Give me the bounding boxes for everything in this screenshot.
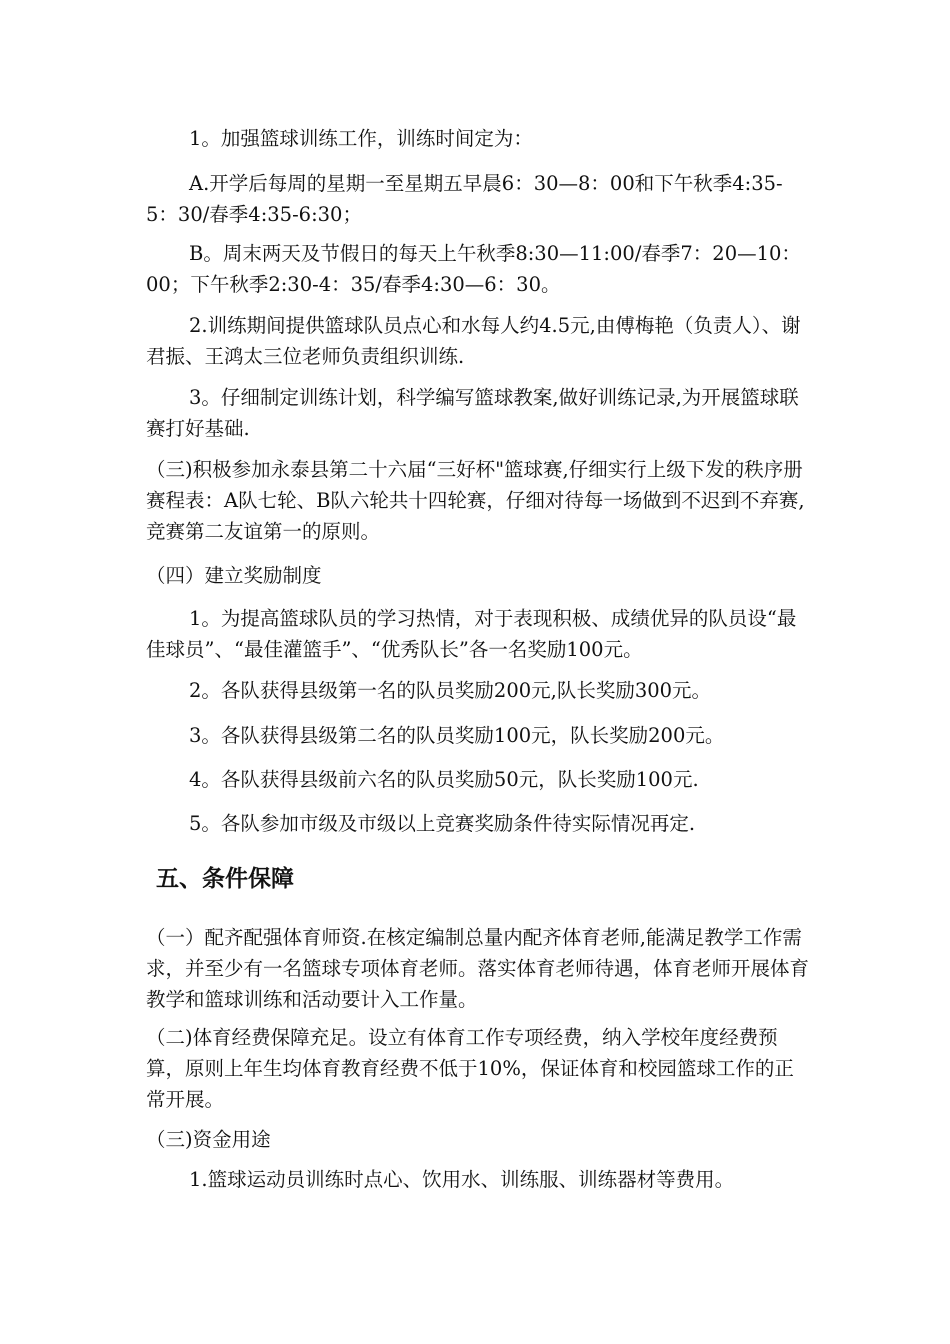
paragraph-weekend-schedule: B。周末两天及节假日的每天上午秋季8:30—11:00/春季7：20—10：00；下午秋季2:30-4：35/春季4:30—6：30。 [146, 242, 801, 296]
paragraph-reward-1: 1。为提高篮球队员的学习热情，对于表现积极、成绩优异的队员设“最佳球员”、“最佳灌篮手”、“优秀队长”各一名奖励100元。 [146, 607, 797, 661]
paragraph-pe-funding: （二)体育经费保障充足。设立有体育工作专项经费，纳入学校年度经费预算，原则上年生均体育教育经费不低于10%，保证体育和校园篮球工作的正常开展。 [146, 1026, 794, 1111]
paragraph-training-time: 1。加强篮球训练工作，训练时间定为： [189, 127, 533, 150]
paragraph-fund-usage-1: 1.篮球运动员训练时点心、饮用水、训练服、训练器材等费用。 [189, 1168, 735, 1191]
paragraph-weekday-schedule: A.开学后每周的星期一至星期五早晨6：30—8：00和下午秋季4:35-5：30/春季4:35-6:30； [146, 172, 783, 226]
paragraph-reward-5: 5。各队参加市级及市级以上竞赛奖励条件待实际情况再定. [189, 812, 696, 835]
paragraph-tournament: （三)积极参加永泰县第二十六届“三好杯"篮球赛,仔细实行上级下发的秩序册赛程表：A队七轮、B队六轮共十四轮赛，仔细对待每一场做到不迟到不弃赛,竞赛第二友谊第一的原则。 [146, 458, 805, 543]
paragraph-snacks: 2.训练期间提供篮球队员点心和水每人约4.5元,由傅梅艳（负责人）、谢君振、王鸿太三位老师负责组织训练. [146, 314, 801, 368]
section-heading-conditions: 五、条件保障 [156, 866, 294, 892]
paragraph-training-plan: 3。仔细制定训练计划，科学编写篮球教案,做好训练记录,为开展篮球联赛打好基础. [146, 386, 799, 440]
paragraph-reward-4: 4。各队获得县级前六名的队员奖励50元，队长奖励100元. [189, 768, 699, 791]
paragraph-pe-teachers: （一）配齐配强体育师资.在核定编制总量内配齐体育老师,能满足教学工作需求，并至少有一名篮球专项体育老师。落实体育老师待遇，体育老师开展体育教学和篮球训练和活动要计入工作量。 [146, 926, 810, 1011]
subheading-fund-usage: （三)资金用途 [146, 1128, 271, 1151]
paragraph-reward-3: 3。各队获得县级第二名的队员奖励100元，队长奖励200元。 [189, 724, 725, 747]
subheading-reward-system: （四）建立奖励制度 [146, 564, 322, 587]
paragraph-reward-2: 2。各队获得县级第一名的队员奖励200元,队长奖励300元。 [189, 679, 712, 702]
